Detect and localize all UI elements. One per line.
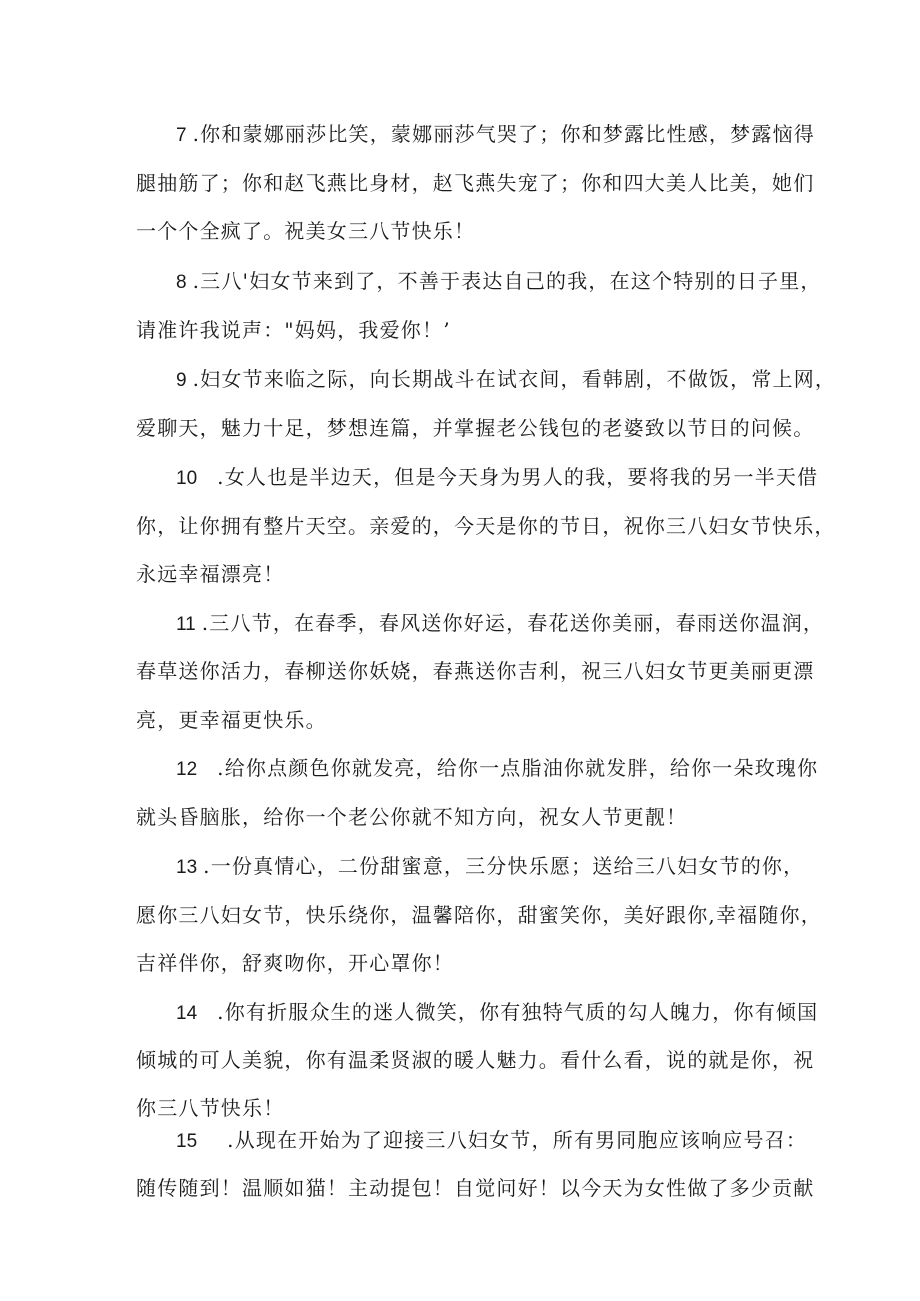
text-line: .女人也是半边天，但是今天身为男人的我，要将我的另一半天借 (217, 465, 819, 489)
item-number: 14 (176, 1003, 198, 1024)
text-line: .你和蒙娜丽莎比笑，蒙娜丽莎气哭了；你和梦露比性感，梦露恼得 (192, 122, 815, 146)
item-number: 13 (176, 857, 198, 878)
paragraph-15-line-2 (136, 1175, 814, 1201)
text-line: 就头昏脑胀，给你一个老公你就不知方向，祝女人节更靓！ (136, 805, 688, 829)
text-line: 你，让你拥有整片天空。亲爱的，今天是你的节日，祝你三八妇女节快乐， (136, 514, 836, 538)
paragraph-13-line-2 (136, 902, 822, 928)
paragraph-7-line-2 (136, 170, 814, 196)
paragraph-14-line-3 (136, 1095, 284, 1121)
text-line: 爱聊天，魅力十足，梦想连篇，并掌握老公钱包的老婆致以节日的问候。 (136, 416, 815, 440)
text-line: 你三八节快乐！ (136, 1096, 285, 1120)
paragraph-10-line-1 (176, 464, 818, 490)
text-line: .一份真情心，二份甜蜜意，三分快乐愿；送给三八妇女节的你， (203, 854, 805, 878)
text-line: .三八'妇女节来到了，不善于表达自己的我，在这个特别的日子里， (192, 269, 822, 293)
item-number: 9 (176, 370, 187, 391)
text-line: 愿你三八妇女节，快乐绕你，温馨陪你，甜蜜笑你，美好跟你,幸福随你， (136, 903, 822, 927)
text-line: .三八节，在春季，春风送你好运，春花送你美丽，春雨送你温润， (201, 611, 825, 635)
text-line: 一个个全疯了。祝美女三八节快乐！ (136, 219, 476, 243)
paragraph-15-line-1 (176, 1127, 807, 1153)
text-line: 亮，更幸福更快乐。 (136, 708, 327, 732)
item-number: 12 (176, 759, 198, 780)
paragraph-14-line-2 (136, 1047, 814, 1073)
paragraph-8-line-1 (176, 268, 822, 294)
paragraph-12-line-1 (176, 755, 818, 781)
text-line: .给你点颜色你就发亮，给你一点脂油你就发胖，给你一朵玫瑰你 (217, 756, 819, 780)
paragraph-8-line-2 (136, 317, 451, 343)
paragraph-7-line-1 (176, 121, 815, 147)
text-line: 倾城的可人美貌，你有温柔贤淑的暖人魅力。看什么看，说的就是你，祝 (136, 1048, 815, 1072)
paragraph-11-line-1 (176, 610, 824, 636)
paragraph-14-line-1 (176, 999, 818, 1025)
paragraph-10-line-3 (136, 561, 284, 587)
item-number: 7 (176, 125, 187, 146)
text-line: .从现在开始为了迎接三八妇女节，所有男同胞应该响应号召： (227, 1128, 808, 1152)
text-line: 永远幸福漂亮！ (136, 562, 285, 586)
paragraph-10-line-2 (136, 513, 836, 539)
paragraph-11-line-2 (136, 658, 814, 684)
text-line: 吉祥伴你，舒爽吻你，开心罩你！ (136, 951, 454, 975)
text-line: .你有折服众生的迷人微笑，你有独特气质的勾人魄力，你有倾国 (217, 1000, 819, 1024)
text-line: .妇女节来临之际，向长期战斗在试衣间，看韩剧，不做饭，常上网， (192, 367, 837, 391)
paragraph-9-line-1 (176, 366, 836, 392)
paragraph-9-line-2 (136, 415, 814, 441)
text-line: 请准许我说声："妈妈，我爱你！’ (136, 318, 451, 342)
text-line: 腿抽筋了；你和赵飞燕比身材，赵飞燕失宠了；你和四大美人比美，她们 (136, 171, 815, 195)
paragraph-13-line-1 (176, 853, 804, 879)
paragraph-11-line-3 (136, 707, 327, 733)
item-number: 11 (176, 614, 196, 635)
item-number: 10 (176, 468, 198, 489)
paragraph-7-line-3 (136, 218, 475, 244)
item-number: 8 (176, 272, 187, 293)
text-line: 随传随到！温顺如猫！主动提包！自觉问好！以今天为女性做了多少贡献 (136, 1176, 815, 1200)
paragraph-13-line-3 (136, 950, 454, 976)
item-number: 15 (176, 1131, 198, 1152)
text-line: 春草送你活力，春柳送你妖娆，春燕送你吉利，祝三八妇女节更美丽更漂 (136, 659, 815, 683)
paragraph-12-line-2 (136, 804, 687, 830)
